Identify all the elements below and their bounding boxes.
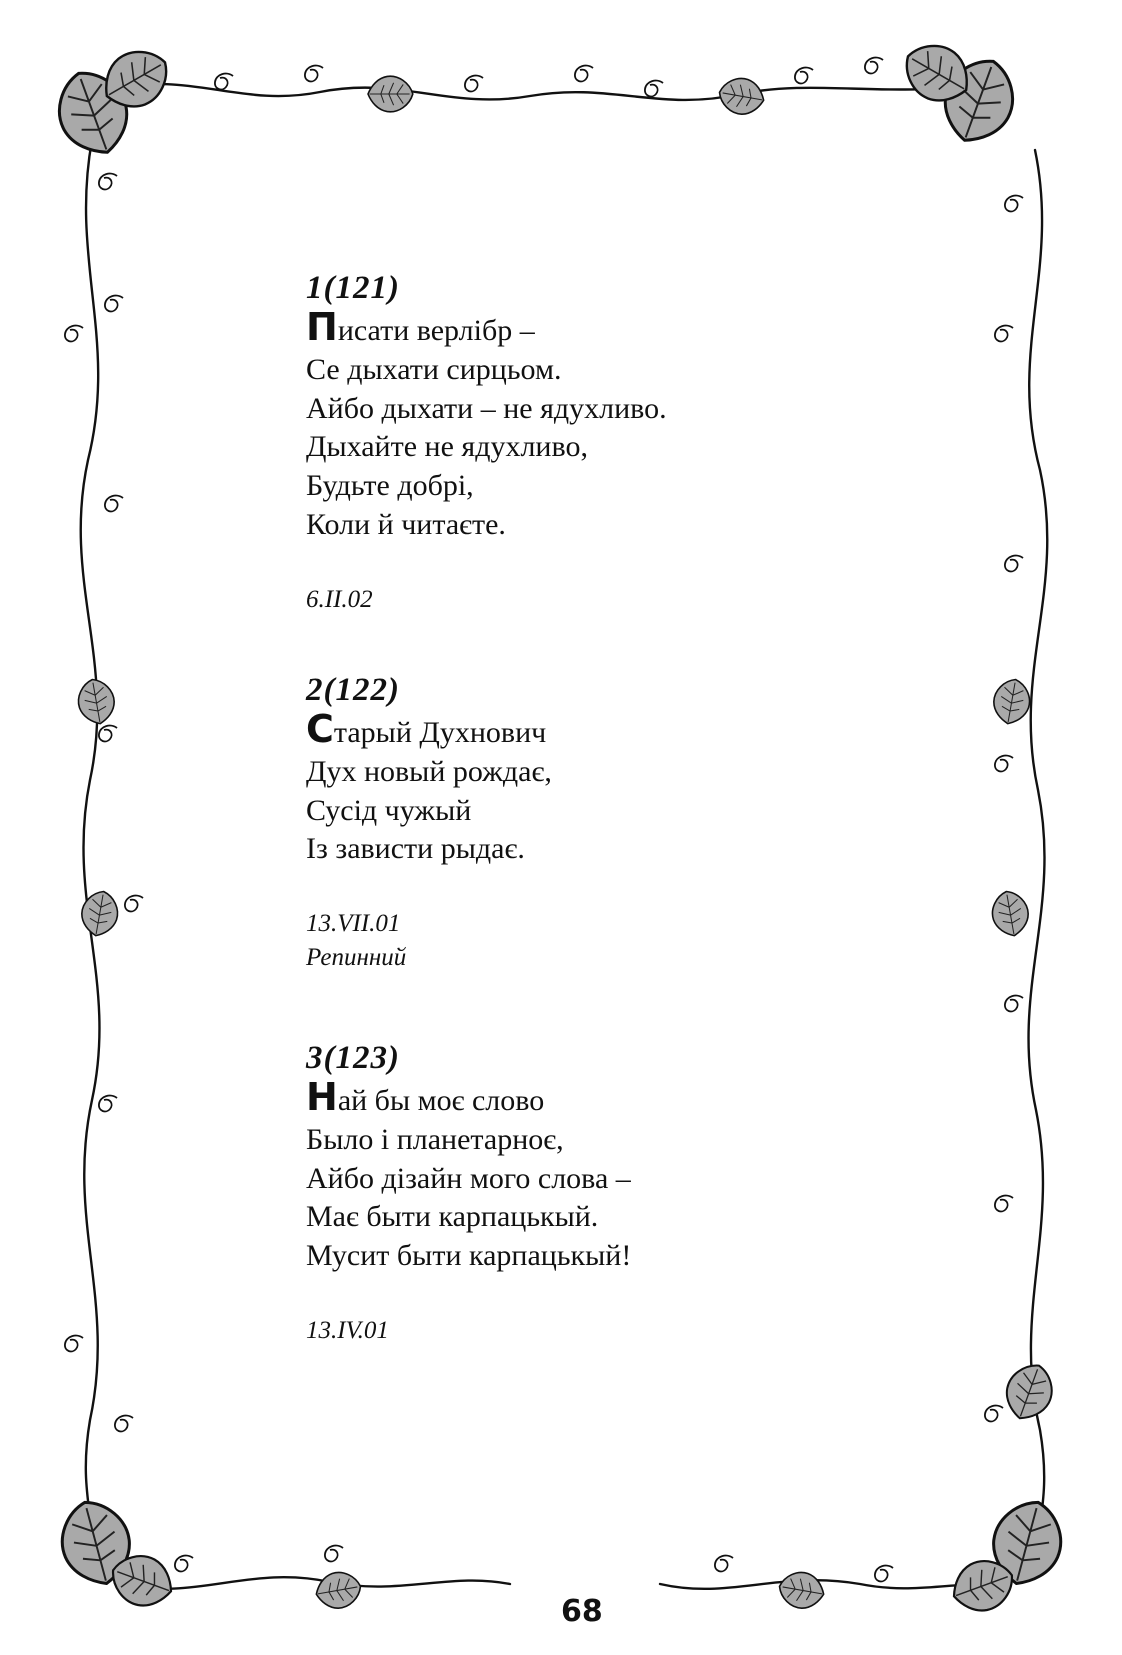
first-line-text: ай бы моє слово — [337, 1084, 545, 1117]
poem-line: Дыхайте не ядухливо, — [306, 430, 588, 464]
poem-date: 13.IV.01 — [306, 1316, 389, 1344]
poem-date: 6.II.02 — [306, 585, 373, 613]
poem-3 — [306, 1038, 631, 1348]
poem-line: Было і планетарноє, — [306, 1122, 564, 1156]
poem-line: Будьте добрі, — [306, 469, 474, 503]
poem-number: 2(122) — [306, 672, 400, 708]
poem-2 — [306, 670, 552, 975]
poem-line: Дух новый рождає, — [306, 754, 552, 788]
poem-date: 13.VII.01 — [306, 910, 401, 938]
poem-place: Репинний — [306, 944, 407, 972]
poem-line: Має быти карпацькый. — [306, 1200, 599, 1234]
poem-first-line — [306, 305, 667, 351]
poem-number: 1(121) — [306, 270, 400, 306]
poem-line: Мусит быти карпацькый! — [306, 1239, 632, 1273]
poem-line: Сусід чужый — [306, 793, 472, 827]
poem-1 — [306, 268, 667, 617]
poem-first-line — [306, 707, 552, 753]
drop-cap: П — [306, 305, 338, 349]
poem-line: Коли й читаєте. — [306, 507, 506, 541]
poem-line: Із зависти рыдає. — [306, 832, 525, 866]
poem-number: 3(123) — [306, 1040, 400, 1076]
drop-cap: С — [306, 707, 334, 751]
drop-cap: Н — [306, 1075, 338, 1119]
poem-line: Айбо дыхати – не ядухливо. — [306, 391, 667, 425]
poem-line: Айбо дізайн мого слова – — [306, 1161, 631, 1195]
poem-first-line — [306, 1075, 631, 1121]
poem-line: Се дыхати сирцьом. — [306, 352, 562, 386]
first-line-text: тарый Духнович — [333, 716, 547, 749]
first-line-text: исати верлібр – — [337, 314, 535, 347]
